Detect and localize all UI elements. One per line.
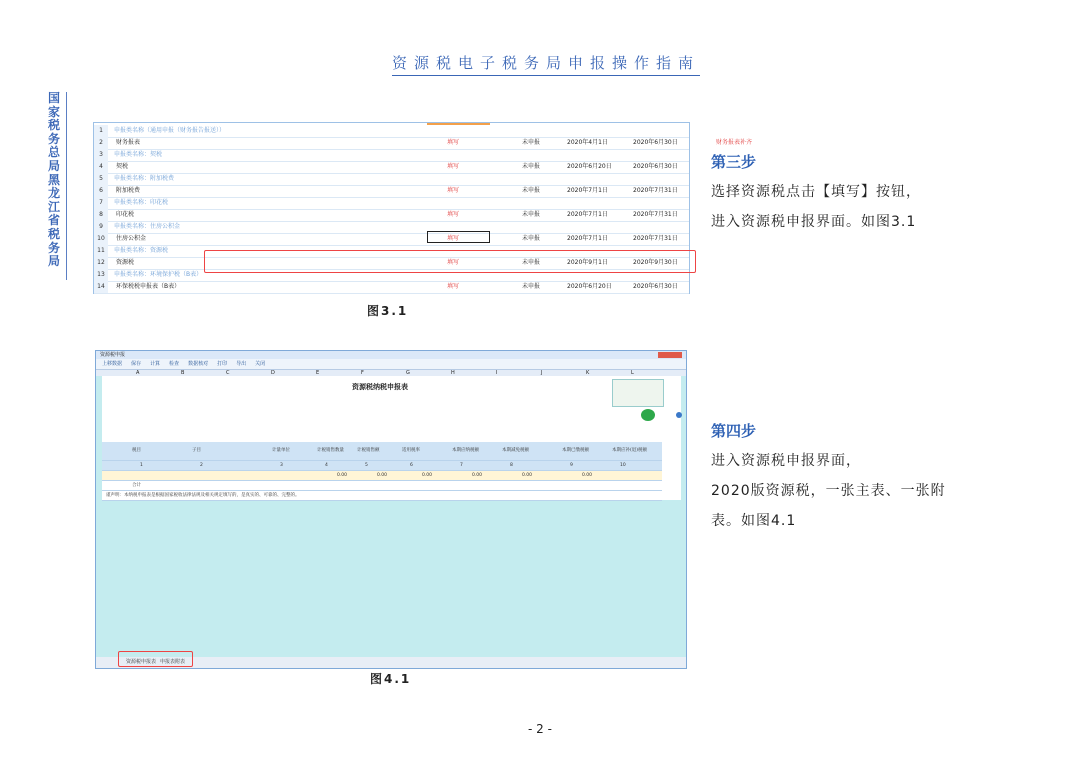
- org-char: 局: [47, 158, 60, 173]
- form-toolbar: [96, 359, 686, 370]
- fill-in-link[interactable]: 填写: [447, 187, 460, 194]
- tooltip-popup: [612, 379, 664, 407]
- row-note[interactable]: 财务报表补齐: [716, 139, 753, 146]
- fill-in-link[interactable]: 填写: [447, 211, 460, 218]
- row-number: 13: [94, 269, 108, 281]
- period-start: 2020年7月1日: [567, 187, 608, 194]
- table-row: [94, 281, 689, 294]
- input-row: [102, 471, 662, 481]
- category-label: 申报类名称：住房公积金: [114, 223, 181, 230]
- sequence-cell: 5: [365, 463, 368, 468]
- tax-name: 资源税: [116, 259, 135, 266]
- sequence-cell: 3: [280, 463, 283, 468]
- period-end: 2020年7月31日: [633, 187, 678, 194]
- window-controls[interactable]: [658, 352, 682, 358]
- page-number: - 2 -: [528, 722, 552, 736]
- column-letter: G: [406, 370, 410, 376]
- column-letter: F: [361, 370, 364, 376]
- org-char: 国: [47, 91, 60, 105]
- sequence-cell: 6: [410, 463, 413, 468]
- step-4-text: [711, 446, 946, 536]
- declaration-status: 未申报: [522, 211, 541, 218]
- selected-cell-box: [427, 231, 490, 243]
- fill-in-link[interactable]: 填写: [447, 163, 460, 170]
- tabs-highlight-box: [118, 651, 193, 667]
- sheet-tab[interactable]: 申报表附表: [160, 659, 186, 665]
- step-4-line-3: 表。如图4.1: [711, 513, 797, 529]
- column-letter: E: [316, 370, 320, 376]
- org-char: 家: [47, 104, 60, 119]
- header-cell: 子目: [192, 448, 201, 453]
- form-sheet: [102, 376, 681, 500]
- column-letter: H: [451, 370, 455, 376]
- period-end: 2020年6月30日: [633, 139, 678, 146]
- org-char: 省: [47, 213, 60, 228]
- org-char: 黑: [47, 172, 60, 187]
- sequence-cell: 1: [140, 463, 143, 468]
- row-number: 9: [94, 221, 108, 233]
- period-start: 2020年4月1日: [567, 139, 608, 146]
- step-3-text: [711, 177, 921, 237]
- sidebar-org-name: [46, 92, 62, 269]
- toolbar-button[interactable]: 上移数据: [102, 361, 123, 367]
- toolbar-button[interactable]: 数据核对: [188, 361, 209, 367]
- sheet-tab[interactable]: 资源税申报表: [126, 659, 157, 665]
- period-start: 2020年6月20日: [567, 283, 612, 290]
- category-label: 申报类名称：契税: [114, 151, 163, 158]
- form-header-row: [102, 442, 662, 461]
- tax-name: 契税: [116, 163, 129, 170]
- period-start: 2020年9月1日: [567, 259, 608, 266]
- toolbar-button[interactable]: 计算: [150, 361, 161, 367]
- tax-name: 附加税费: [116, 187, 141, 194]
- toolbar-button[interactable]: 保存: [131, 361, 142, 367]
- tax-name: 印花税: [116, 211, 135, 218]
- column-letter: L: [631, 370, 634, 376]
- row-number: 8: [94, 209, 108, 221]
- resource-tax-highlight-box: [204, 250, 696, 273]
- declaration-status: 未申报: [522, 235, 541, 242]
- header-cell: 适用税率: [402, 448, 420, 453]
- column-letter: K: [586, 370, 590, 376]
- toolbar-button[interactable]: 检查: [169, 361, 180, 367]
- column-letter: J: [541, 370, 543, 376]
- header-cell: 本期减免税额: [502, 448, 529, 453]
- amount-cell[interactable]: 0.00: [422, 473, 433, 478]
- sequence-cell: 8: [510, 463, 513, 468]
- category-label: 申报类名称：资源税: [114, 247, 169, 254]
- row-number: 1: [94, 125, 108, 137]
- help-icon[interactable]: [676, 412, 682, 418]
- fill-in-link[interactable]: 填写: [447, 283, 460, 290]
- row-number: 4: [94, 161, 108, 173]
- window-titlebar: [96, 351, 686, 359]
- period-end: 2020年7月31日: [633, 211, 678, 218]
- tax-name: 住房公积金: [116, 235, 147, 242]
- column-letter: A: [136, 370, 140, 376]
- header-cell: 本期已缴税额: [562, 448, 589, 453]
- sequence-cell: 7: [460, 463, 463, 468]
- row-number: 2: [94, 137, 108, 149]
- org-char: 务: [47, 240, 60, 255]
- step-4-line-1: 进入资源税申报界面，: [711, 453, 861, 469]
- step-3-line-1: 选择资源税点击【填写】按钮，: [711, 184, 921, 200]
- category-label: 申报类名称：附加税费: [114, 175, 175, 182]
- total-row: [102, 481, 662, 491]
- header-cell: 本期应纳税额: [452, 448, 479, 453]
- period-start: 2020年6月20日: [567, 163, 612, 170]
- declaration-row: [102, 491, 662, 501]
- period-end: 2020年9月30日: [633, 259, 678, 266]
- amount-cell[interactable]: 0.00: [337, 473, 348, 478]
- sequence-cell: 9: [570, 463, 573, 468]
- figure-4-1-caption: 图4.1: [370, 672, 412, 686]
- row-number: 11: [94, 245, 108, 257]
- document-title: 资源税电子税务局申报操作指南: [392, 52, 700, 76]
- org-char: 总: [47, 145, 60, 160]
- form-title: 资源税纳税申报表: [352, 383, 408, 391]
- row-number: 14: [94, 281, 108, 293]
- category-label: 申报类名称：环境保护税（B表）: [114, 271, 203, 278]
- column-letter: I: [496, 370, 498, 376]
- row-number: 10: [94, 233, 108, 245]
- fill-in-link[interactable]: 填写: [447, 139, 460, 146]
- period-end: 2020年6月30日: [633, 163, 678, 170]
- row-number: 6: [94, 185, 108, 197]
- toolbar-button[interactable]: 导出: [236, 361, 247, 367]
- amount-cell[interactable]: 0.00: [472, 473, 483, 478]
- sequence-cell: 4: [325, 463, 328, 468]
- amount-cell[interactable]: 0.00: [377, 473, 388, 478]
- declaration-status: 未申报: [522, 163, 541, 170]
- header-cell: 税目: [132, 448, 141, 453]
- tax-name: 环保税税申报表（B表）: [116, 283, 181, 290]
- org-char: 局: [47, 254, 60, 269]
- column-letter: D: [271, 370, 275, 376]
- row-number: 12: [94, 257, 108, 269]
- org-char: 江: [47, 199, 60, 214]
- period-start: 2020年7月1日: [567, 211, 608, 218]
- org-char: 税: [47, 226, 60, 241]
- sequence-row: [102, 461, 662, 471]
- category-label: 申报类名称：印花税: [114, 199, 169, 206]
- declaration-status: 未申报: [522, 259, 541, 266]
- step-3-title: 第三步: [711, 153, 757, 171]
- header-cell: 计量单位: [272, 448, 290, 453]
- declaration-status: 未申报: [522, 283, 541, 290]
- period-start: 2020年7月1日: [567, 235, 608, 242]
- header-cell: 计税销售额: [357, 448, 380, 453]
- assistant-icon[interactable]: [641, 409, 655, 421]
- row-number: 7: [94, 197, 108, 209]
- figure-3-1-caption: 图3.1: [367, 304, 409, 318]
- window-title: 资源税申报: [100, 352, 126, 358]
- step-3-line-2: 进入资源税申报界面。如图3.1: [711, 214, 917, 230]
- figure-4-1-resource-tax-form: [95, 350, 687, 669]
- sidebar-divider: [66, 92, 67, 280]
- category-label: 申报类名称（通用申报（财务报告报送））: [114, 127, 226, 134]
- amount-cell[interactable]: 0.00: [582, 473, 593, 478]
- declaration-status: 未申报: [522, 187, 541, 194]
- amount-cell[interactable]: 0.00: [522, 473, 533, 478]
- step-4-line-2: 2020版资源税，一张主表、一张附: [711, 483, 946, 499]
- declaration-text: 谨声明：本纳税申报表是根据国家税收法律法规及相关规定填写的，是真实的、可靠的、完整的。: [106, 493, 300, 498]
- fill-in-link[interactable]: 填写: [447, 235, 460, 242]
- total-label: 合计: [132, 483, 141, 488]
- header-cell: 计税销售数量: [317, 448, 344, 453]
- column-letter: C: [226, 370, 230, 376]
- org-char: 务: [47, 131, 60, 146]
- step-4-title: 第四步: [711, 422, 757, 440]
- column-letter: B: [181, 370, 185, 376]
- fill-in-link[interactable]: 填写: [447, 259, 460, 266]
- row-number: 5: [94, 173, 108, 185]
- sequence-cell: 10: [620, 463, 626, 468]
- declaration-status: 未申报: [522, 139, 541, 146]
- tax-name: 财务报表: [116, 139, 141, 146]
- row-number: 3: [94, 149, 108, 161]
- period-end: 2020年6月30日: [633, 283, 678, 290]
- org-char: 税: [47, 118, 60, 133]
- sequence-cell: 2: [200, 463, 203, 468]
- toolbar-button[interactable]: 打印: [217, 361, 228, 367]
- header-cell: 本期应补(退)税额: [612, 448, 648, 453]
- toolbar-button[interactable]: 关闭: [255, 361, 266, 367]
- org-char: 龙: [47, 186, 60, 201]
- period-end: 2020年7月31日: [633, 235, 678, 242]
